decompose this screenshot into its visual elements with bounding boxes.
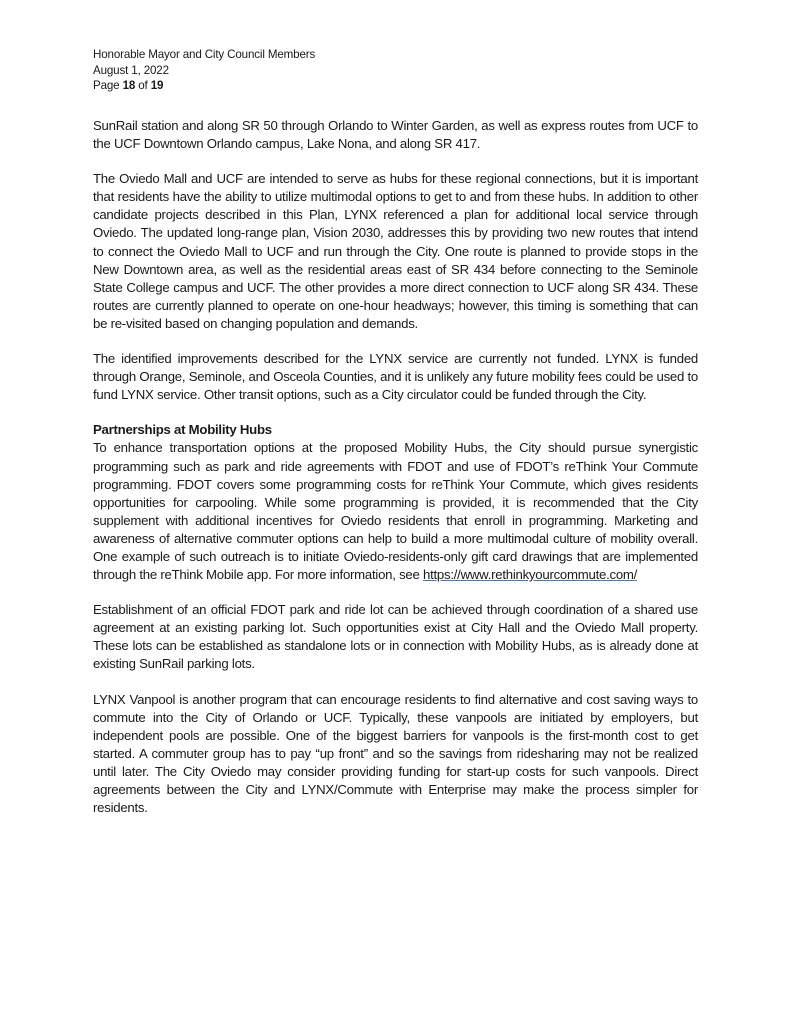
header-date: August 1, 2022: [93, 63, 169, 77]
section-heading: Partnerships at Mobility Hubs: [93, 422, 272, 438]
header-recipient: Honorable Mayor and City Council Members: [93, 48, 316, 61]
paragraph-park-and-ride: Establishment of an official FDOT park and ride lot can be achieved through coordination of a shared use agreement at an existing parking lot. Such opportunities exist at City Hall and the Oviedo Mall property. These lots can be established as standalone lots or in connection with Mobility Hubs, as is already done at existing SunRail parking lots.: [93, 602, 698, 672]
header-page-number: Page 18 of 19: [93, 79, 164, 93]
paragraph-oviedo-hubs: The Oviedo Mall and UCF are intended to serve as hubs for these regional connections, but it is important that residents have the ability to utilize multimodal options to get to and from these hubs. In addition to other candidate projects described in this Plan, LYNX referenced a plan for additional local service through Oviedo. The updated long-range plan, Vision 2030, addresses this by providing two new routes that intend to connect the Oviedo Mall to UCF and run through the City. One route is planned to provide stops in the New Downtown area, as well as the residential areas east of SR 434 before connecting to the Seminole State College campus and UCF. The other provides a more direct connection to UCF along SR 434. These routes are currently planned to operate on one-hour headways; however, this timing is something that can be re-visited based on changing population and demands.: [93, 171, 698, 331]
paragraph-vanpool: LYNX Vanpool is another program that can encourage residents to find alternative and cost saving ways to commute into the City of Orlando or UCF. Typically, these vanpools are initiated by employers, but independent pools are possible. One of the biggest barriers for vanpools is the first-month cost to get started. A commuter group has to pay “up front” and so the savings from ridesharing may not be realized until later. The City Oviedo may consider providing funding for start-up costs for such vanpools. Direct agreements between the City and LYNX/Commute with Enterprise may make the process simpler for residents.: [93, 691, 698, 816]
paragraph-regional-routes: SunRail station and along SR 50 through Orlando to Winter Garden, as well as express routes from UCF to the UCF Downtown Orlando campus, Lake Nona, and along SR 417.: [93, 118, 698, 152]
section-partnerships: [93, 421, 698, 584]
letter-header: [93, 47, 315, 94]
page-total: 19: [150, 79, 164, 93]
document-body: [93, 117, 698, 834]
paragraph-partnerships: To enhance transportation options at the proposed Mobility Hubs, the City should pursue synergistic programming such as park and ride agreements with FDOT and use of FDOT’s reThink Your Commute programming. FDOT covers some programming costs for reThink Your Commute, which gives residents opportunities for carpooling. While some programming is provided, it is recommended that the City supplement with additional incentives for Oviedo residents that enroll in programming. Marketing and awareness of alternative commuter options can help to build a more multimodal culture of mobility overall. One example of such outreach is to initiate Oviedo-residents-only gift card drawings that are implemented through the reThink Mobile app. For more information, see https://www.rethinkyourcommute.com/: [93, 440, 698, 583]
rethink-commute-link[interactable]: https://www.rethinkyourcommute.com/: [423, 567, 638, 583]
page-current: 18: [122, 79, 136, 93]
paragraph-lynx-funding: The identified improvements described for the LYNX service are currently not funded. LYNX is funded through Orange, Seminole, and Osceola Counties, and it is unlikely any future mobility fees could be used to fund LYNX service. Other transit options, such as a City circulator could be funded through the City.: [93, 351, 698, 403]
